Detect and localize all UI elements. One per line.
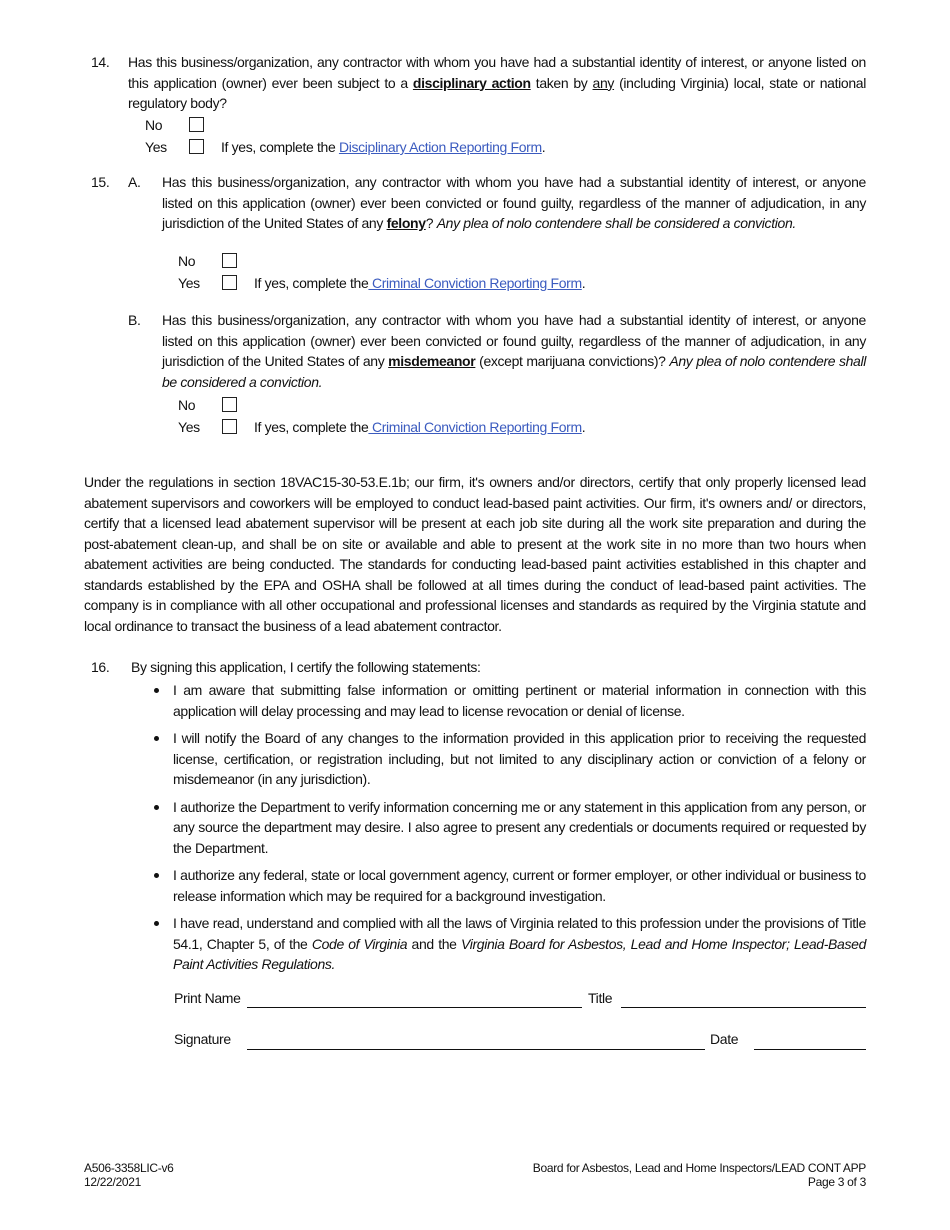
italic-text: Virginia Board for Asbestos, Lead and Home Inspector; Lead-Based Paint Activities Regulations.: [173, 935, 867, 972]
text: (including Virginia) local, state or national regulatory body?: [128, 74, 866, 111]
emphasis: misdemeanor: [388, 353, 476, 369]
text: .: [581, 419, 586, 435]
certification-list: [173, 680, 866, 982]
text: Has this business/organization, any contractor with whom you have had a substantial identity of interest, or anyone listed on this application (owner) ever been convicted or found guilty, regardless of the manner of adjudication, in any jurisdiction of the United States of any: [162, 174, 866, 231]
question-15a-letter: A.: [128, 174, 141, 190]
italic-text: Code of Virginia: [311, 935, 408, 952]
question-15a-options: [178, 251, 585, 295]
q14-no-checkbox[interactable]: [189, 117, 204, 132]
emphasis: any: [592, 74, 615, 91]
italic-note: Any plea of nolo contendere shall be considered a conviction.: [436, 215, 796, 231]
footer-left: [84, 1161, 174, 1189]
list-item: I will notify the Board of any changes to the information provided in this application prior to receiving the requested license, certification, or registration including, but not limited to any disciplinary action or conviction of a felony or misdemeanor (in any jurisdiction).: [173, 728, 866, 790]
list-item: I am aware that submitting false information or omitting pertinent or material information in connection with this application will delay processing and may lead to license revocation or denial of license.: [173, 680, 866, 721]
form-date: 12/22/2021: [84, 1175, 142, 1189]
text: Has this business/organization, any contractor with whom you have had a substantial identity of interest, or anyone listed on this application (owner) ever been subject to a: [128, 54, 866, 91]
emphasis: felony: [386, 215, 426, 231]
question-15b-options: [178, 395, 585, 439]
signature-label: Signature: [174, 1031, 231, 1047]
title-field[interactable]: [621, 1007, 866, 1008]
italic-note: Any plea of nolo contendere shall be considered a conviction.: [162, 353, 867, 390]
text: I have read, understand and complied with all the laws of Virginia related to this profession under the provisions of Title 54.1, Chapter 5, of the: [173, 915, 866, 952]
page-number: Page 3 of 3: [807, 1175, 866, 1189]
text: (except marijuana convictions)?: [475, 353, 670, 369]
list-item: I authorize the Department to verify information concerning me or any statement in this application from any person, or any source the department may desire. I also agree to present any credentials or documents required or requested by the Department.: [173, 797, 866, 859]
q15a-yes-checkbox[interactable]: [222, 275, 237, 290]
text: .: [541, 139, 546, 155]
question-15a-text: [162, 172, 866, 234]
title-label: Title: [588, 990, 613, 1006]
board-name: Board for Asbestos, Lead and Home Inspectors/LEAD CONT APP: [532, 1161, 866, 1175]
yes-label: Yes: [145, 139, 167, 155]
if-yes-text: If yes, complete the: [221, 139, 339, 155]
regulation-certification-paragraph: Under the regulations in section 18VAC15-30-53.E.1b; our firm, it's owners and/or directors, certify that only properly licensed lead abatement supervisors and coworkers will be employed to conduct lead-based paint activities. Our firm, it's owners and/ or directors, certify that a licensed lead abatement supervisor will be present at each job site during all the work site preparation and during the post-abatement clean-up, and shall be on site or available and able to present at the work site in no more than two hours when abatement activities are being conducted. The standards for conducting lead-based paint activities established in this chapter and standards established by the EPA and OSHA shall be followed at all times during the conduct of lead-based paint activities. The company is in compliance with all other occupational and professional licenses and standards as required by the Virginia statute and local ordinance to transact the business of a lead abatement contractor.: [84, 474, 866, 634]
text: taken by: [530, 74, 593, 91]
question-14-options: [145, 115, 545, 159]
no-label: No: [178, 397, 196, 413]
print-name-label: Print Name: [174, 990, 241, 1006]
q14-yes-checkbox[interactable]: [189, 139, 204, 154]
date-label: Date: [710, 1031, 739, 1047]
q15b-yes-checkbox[interactable]: [222, 419, 237, 434]
text: .: [581, 275, 586, 291]
emphasis: disciplinary action: [412, 74, 531, 91]
q15b-no-checkbox[interactable]: [222, 397, 237, 412]
list-item: I authorize any federal, state or local government agency, current or former employer, or other individual or business to release information which may be required for a background investigation.: [173, 865, 866, 906]
text: ?: [425, 215, 437, 231]
signature-field[interactable]: [247, 1049, 705, 1050]
text: and the: [407, 935, 461, 952]
criminal-conviction-form-link[interactable]: Criminal Conviction Reporting Form: [368, 419, 582, 435]
question-14-number: 14.: [91, 54, 110, 70]
yes-label: Yes: [178, 419, 200, 435]
question-15b-letter: B.: [128, 312, 141, 328]
if-yes-text: If yes, complete the: [254, 275, 369, 291]
date-field[interactable]: [754, 1049, 866, 1050]
question-16-number: 16.: [91, 659, 110, 675]
no-label: No: [145, 117, 163, 133]
criminal-conviction-form-link[interactable]: Criminal Conviction Reporting Form: [368, 275, 582, 291]
text: Has this business/organization, any contractor with whom you have had a substantial identity of interest, or anyone listed on this application (owner) ever been convicted or found guilty, regardless of the manner of adjudication, in any jurisdiction of the United States of any: [162, 312, 866, 369]
question-15-number: 15.: [91, 174, 110, 190]
q15a-no-checkbox[interactable]: [222, 253, 237, 268]
question-16-intro: By signing this application, I certify the following statements:: [131, 659, 481, 675]
if-yes-text: If yes, complete the: [254, 419, 369, 435]
list-item: [173, 913, 866, 975]
print-name-field[interactable]: [247, 1007, 582, 1008]
no-label: No: [178, 253, 196, 269]
form-id: A506-3358LIC-v6: [84, 1161, 174, 1175]
yes-label: Yes: [178, 275, 200, 291]
question-15b-text: [162, 310, 866, 392]
footer-right: [533, 1161, 866, 1189]
question-14-text: [128, 52, 866, 114]
disciplinary-action-form-link[interactable]: Disciplinary Action Reporting Form: [338, 139, 542, 155]
